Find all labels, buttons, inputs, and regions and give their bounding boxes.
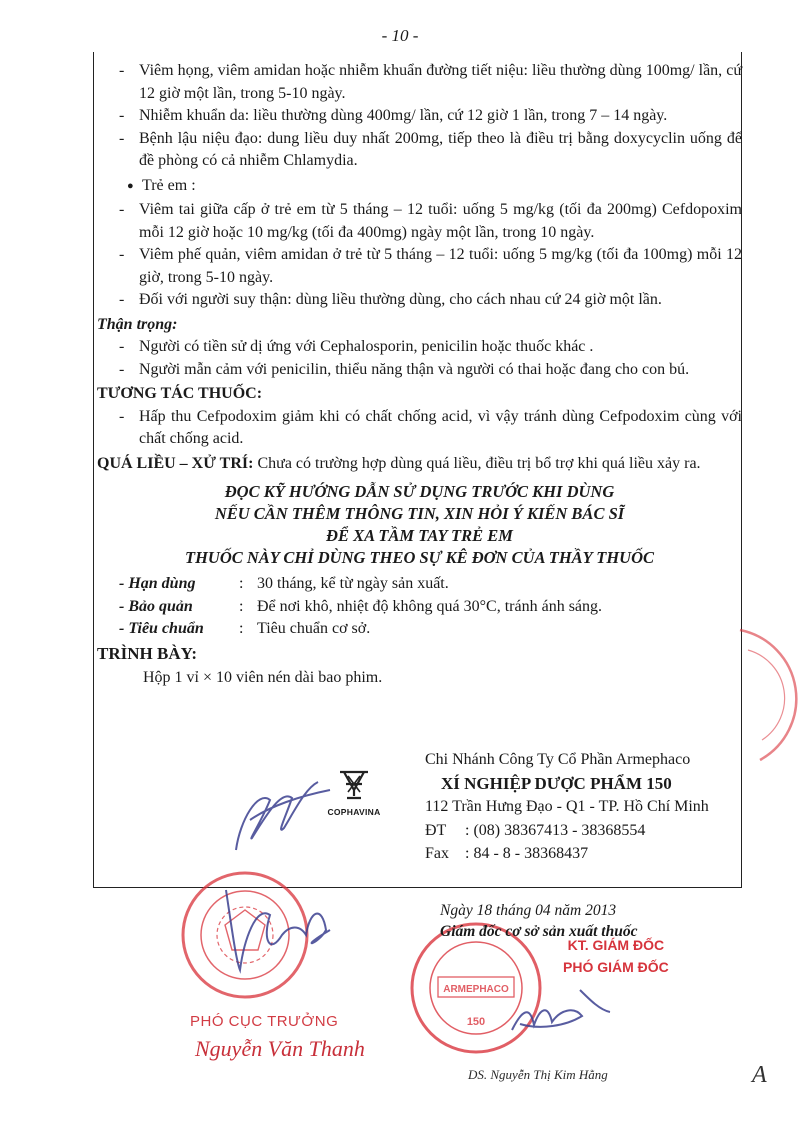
overdose-text: Chưa có trường hợp dùng quá liều, điều trị bổ trợ khi quá liều xảy ra. xyxy=(257,454,701,472)
warning-line: ĐỌC KỸ HƯỚNG DẪN SỬ DỤNG TRƯỚC KHI DÙNG xyxy=(224,482,615,501)
warning-line: THUỐC NÀY CHỈ DÙNG THEO SỰ KÊ ĐƠN CỦA THẦY THUỐC xyxy=(184,548,655,567)
adult-item: - Viêm họng, viêm amidan hoặc nhiễm khuẩn đường tiết niệu: liều thường dùng 100mg/ lần, cứ 12 giờ một lần, trong 5-10 ngày. xyxy=(97,60,742,105)
vice-director-title: PHÓ CỤC TRƯỞNG xyxy=(190,1013,339,1030)
children-item: - Viêm tai giữa cấp ở trẻ em từ 5 tháng – 12 tuổi: uống 5 mg/kg (tối đa 200mg) Cefdopoxim mỗi 12 giờ hoặc 10 mg/kg (tối đa 400mg) ngày một lần, trong 10 ngày. xyxy=(97,199,742,244)
presentation-text: Hộp 1 vỉ × 10 viên nén dài bao phim. xyxy=(143,669,383,686)
page-number: - 10 - xyxy=(381,26,419,45)
corner-initial: A xyxy=(752,1062,767,1088)
kt-line-2: PHÓ GIÁM ĐỐC xyxy=(563,959,669,975)
seal-left xyxy=(183,873,307,997)
director-title: Giám đốc cơ sở sản xuất thuốc xyxy=(440,923,638,940)
interaction-heading: TƯƠNG TÁC THUỐC: xyxy=(97,385,263,402)
company-address: 112 Trần Hưng Đạo - Q1 - TP. Hồ Chí Minh xyxy=(425,798,709,815)
caution-heading: Thận trọng: xyxy=(97,315,178,333)
kt-line-1: KT. GIÁM ĐỐC xyxy=(567,937,665,953)
warning-line: ĐỂ XA TẦM TAY TRẺ EM xyxy=(326,526,513,545)
kt-director-block xyxy=(563,934,669,978)
spec-value: 30 tháng, kể từ ngày sản xuất. xyxy=(257,575,449,592)
interaction-item: - Hấp thu Cefpodoxim giảm khi có chất chống acid, vì vậy tránh dùng Cefpodoxim cùng với chất chống acid. xyxy=(97,406,742,451)
signature-kt-director xyxy=(512,990,610,1030)
company-fax: Fax : 84 - 8 - 38368437 xyxy=(425,845,589,862)
spec-label: - Bảo quản xyxy=(119,597,193,615)
spec-row-standard: - Tiêu chuẩn : Tiêu chuẩn cơ sở. xyxy=(97,618,742,641)
spec-row-storage: - Bảo quản : Để nơi khô, nhiệt độ không quá 30°C, tránh ánh sáng. xyxy=(97,596,742,619)
spec-label: - Tiêu chuẩn xyxy=(119,620,204,637)
svg-text:150: 150 xyxy=(466,1016,486,1028)
children-item: - Đối với người suy thận: dùng liều thường dùng, cho cách nhau cứ 24 giờ một lần. xyxy=(97,289,742,312)
spec-value: Để nơi khô, nhiệt độ không quá 30°C, tránh ánh sáng. xyxy=(257,597,603,615)
spec-label: - Hạn dùng xyxy=(119,575,196,592)
children-item: - Viêm phế quản, viêm amidan ở trẻ từ 5 tháng – 12 tuổi: uống 5 mg/kg (tối đa 100mg) mỗi 12 giờ, trong 5-10 ngày. xyxy=(97,244,742,289)
signature-vice-director xyxy=(226,890,330,970)
company-name: XÍ NGHIỆP DƯỢC PHẨM 150 xyxy=(441,773,672,793)
company-tel: ĐT : (08) 38367413 - 38368554 xyxy=(425,821,646,839)
adult-item: - Nhiễm khuẩn da: liều thường dùng 400mg/ lần, cứ 12 giờ 1 lần, trong 7 – 14 ngày. xyxy=(97,105,742,128)
seal-edge-right xyxy=(740,630,796,760)
vice-director-name: Nguyễn Văn Thanh xyxy=(195,1036,365,1061)
svg-text:ARMEPHACO: ARMEPHACO xyxy=(443,984,509,995)
seal-right xyxy=(412,924,540,1052)
overdose-heading: QUÁ LIỀU – XỬ TRÍ: xyxy=(97,454,254,472)
warning-line: NẾU CẦN THÊM THÔNG TIN, XIN HỎI Ý KIẾN BÁC SĨ xyxy=(214,504,625,523)
signing-date: Ngày 18 tháng 04 năm 2013 xyxy=(440,902,617,919)
company-line: Chi Nhánh Công Ty Cổ Phần Armephaco xyxy=(425,751,691,768)
signature-blue xyxy=(236,782,330,850)
children-heading: ● Trẻ em : xyxy=(97,175,742,198)
caution-item: - Người mẫn cảm với penicilin, thiểu năng thận và người có thai hoặc đang cho con bú. xyxy=(97,359,742,382)
adult-item: - Bệnh lậu niệu đạo: dung liều duy nhất 200mg, tiếp theo là điều trị bằng doxycyclin uống để đề phòng có cả nhiễm Chlamydia. xyxy=(97,128,742,173)
spec-value: Tiêu chuẩn cơ sở. xyxy=(257,620,371,637)
logo-text: COPHAVINA xyxy=(327,807,381,817)
presentation-heading: TRÌNH BÀY: xyxy=(97,643,197,663)
caution-item: - Người có tiền sử dị ứng với Cephalosporin, penicilin hoặc thuốc khác . xyxy=(97,336,742,359)
spec-row-shelf-life: - Hạn dùng : 30 tháng, kể từ ngày sản xuất. xyxy=(97,573,742,596)
pharmacist-signature: DS. Nguyễn Thị Kim Hằng xyxy=(468,1067,608,1082)
